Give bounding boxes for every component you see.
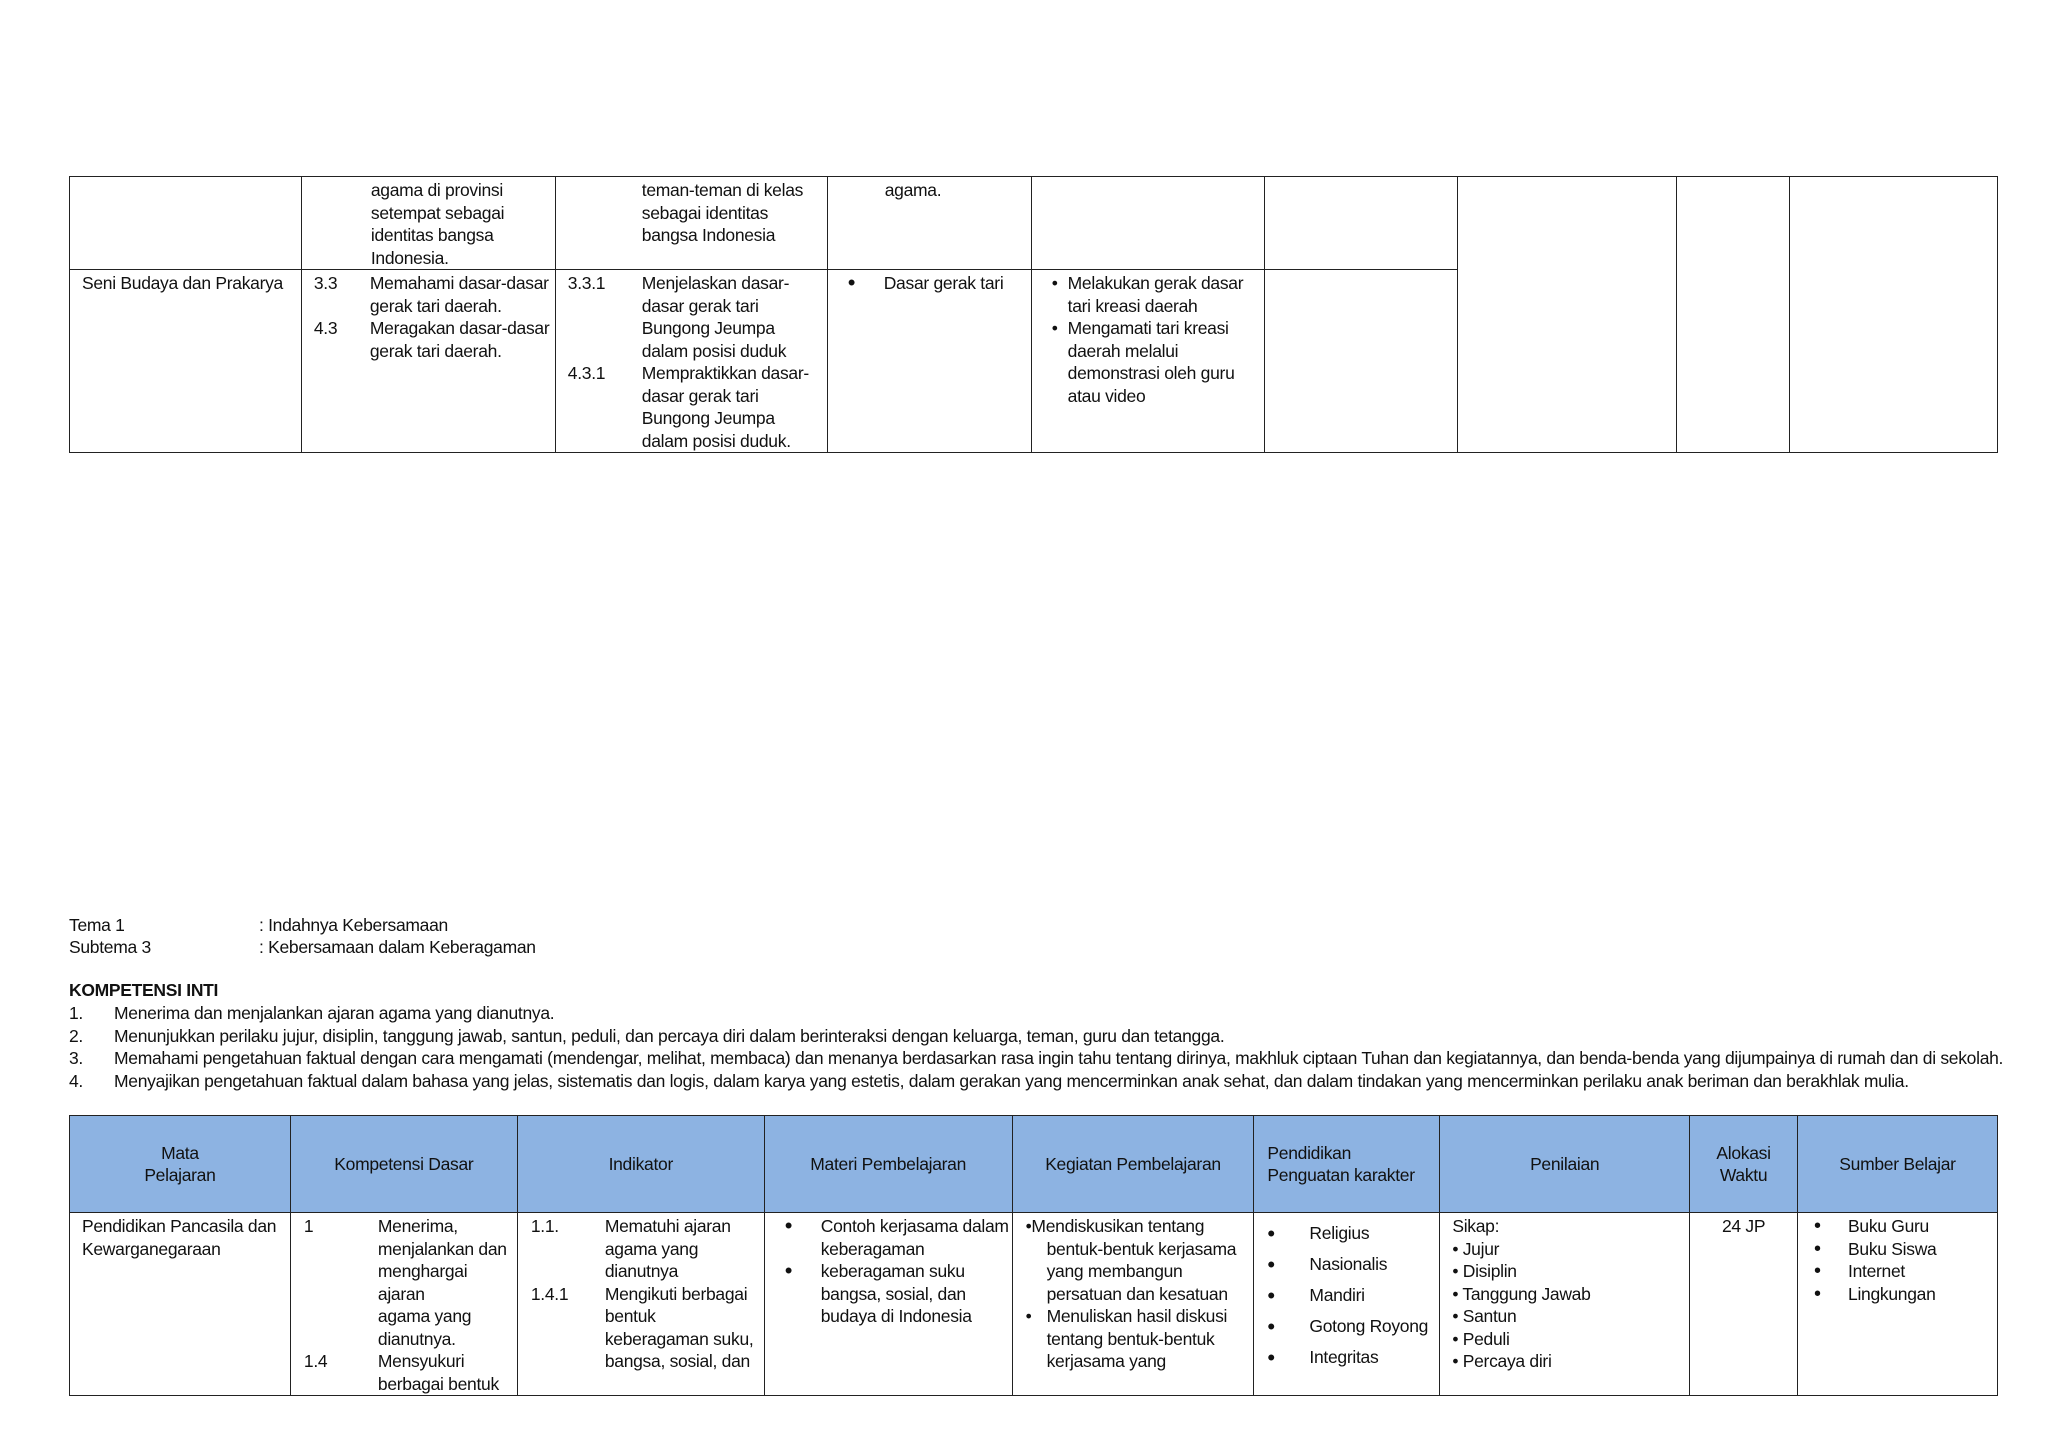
header-indikator: Indikator	[517, 1116, 764, 1213]
main-ppk	[1254, 1213, 1440, 1396]
ppk-item: • Gotong Royong	[1267, 1314, 1429, 1339]
ki-item: 4. Menyajikan pengetahuan faktual dalam bahasa yang jelas, sistematis dan logis, dalam karya yang estetis, dalam gerakan yang mencerminkan anak sehat, dan dalam tindakan yang mencerminkan perilaku anak beriman dan berakhlak mulia.	[69, 1070, 1909, 1091]
main-table	[69, 1115, 1998, 1396]
header-sumber: Sumber Belajar	[1798, 1116, 1998, 1213]
tema-line: Tema 1 : Indahnya Kebersamaan	[69, 915, 448, 935]
sumber-item: • Internet	[1814, 1260, 1905, 1282]
sumber-item: • Buku Guru	[1814, 1215, 1929, 1237]
ppk-item: • Religius	[1267, 1221, 1370, 1246]
ki-item: 3. Memahami pengetahuan faktual dengan cara mengamati (mendengar, melihat, membaca) dan menanya berdasarkan rasa ingin tahu tentang dirinya, makhluk ciptaan Tuhan dan kegiatannya, dan benda-benda yang dijumpainya di rumah dan di sekolah.	[69, 1048, 2004, 1068]
top-penilaian	[1458, 177, 1677, 453]
sumber-item: • Buku Siswa	[1814, 1237, 1937, 1260]
ki-item: 2. Menunjukkan perilaku jujur, disiplin, tanggung jawab, santun, peduli, dan percaya diri dalam berinteraksi dengan keluarga, teman, guru dan tetangga.	[69, 1025, 1225, 1046]
main-materi: • Contoh kerjasama dalam keberagaman • keberagaman suku bangsa, sosial, dan budaya di Indonesia	[764, 1213, 1012, 1396]
main-penilaian: Sikap: • Jujur • Disiplin • Tanggung Jawab • Santun • Peduli • Percaya diri	[1440, 1213, 1690, 1396]
sumber-item: • Lingkungan	[1814, 1282, 1936, 1305]
kompetensi-inti-list	[69, 1002, 2003, 1092]
top-row1-indikator: teman-teman di kelas sebagai identitas bangsa Indonesia	[555, 177, 827, 270]
main-indikator: 1.1. Mematuhi ajaran agama yang dianutnya 1.4.1 Mengikuti berbagai bentuk keberagaman suku, bangsa, sosial, dan	[517, 1213, 764, 1396]
ppk-item: • Mandiri	[1267, 1283, 1365, 1308]
ppk-item: • Integritas	[1267, 1345, 1379, 1370]
kompetensi-inti-title: KOMPETENSI INTI	[69, 980, 219, 1000]
top-row2-kegiatan: • Melakukan gerak dasar tari kreasi daerah • Mengamati tari kreasi daerah melalui demonstrasi oleh guru atau video	[1031, 270, 1264, 453]
top-row1-subject	[70, 177, 302, 270]
top-row2-materi: • Dasar gerak tari	[827, 270, 1031, 453]
main-kegiatan: •Mendiskusikan tentang bentuk-bentuk kerjasama yang membangun persatuan dan kesatuan • Menuliskan hasil diskusi tentang bentuk-bentuk kerjasama yang	[1012, 1213, 1254, 1396]
top-row2-kd: 3.3 Memahami dasar-dasar gerak tari daerah. 4.3 Meragakan dasar-dasar gerak tari daerah.	[301, 270, 555, 453]
header-materi: Materi Pembelajaran	[764, 1116, 1012, 1213]
header-mapel: Mata Pelajaran	[70, 1116, 291, 1213]
main-subject: Pendidikan Pancasila dan Kewarganegaraan	[70, 1213, 291, 1396]
header-ppk: Pendidikan Penguatan karakter	[1254, 1116, 1440, 1213]
header-kegiatan: Kegiatan Pembelajaran	[1012, 1116, 1254, 1213]
header-alokasi: Alokasi Waktu	[1690, 1116, 1798, 1213]
top-row2-subject: Seni Budaya dan Prakarya	[70, 270, 302, 453]
top-row1-kegiatan	[1031, 177, 1264, 270]
main-alokasi: 24 JP	[1690, 1213, 1798, 1396]
header-penilaian: Penilaian	[1440, 1116, 1690, 1213]
top-row2-indikator: 3.3.1 Menjelaskan dasar- dasar gerak tari Bungong Jeumpa dalam posisi duduk 4.3.1 Mempraktikkan dasar- dasar gerak tari Bungong Jeumpa dalam posisi duduk.	[555, 270, 827, 453]
main-kd: 1 Menerima, menjalankan dan menghargai ajaran agama yang dianutnya. 1.4 Mensyukuri berbagai bentuk	[290, 1213, 517, 1396]
ki-item: 1. Menerima dan menjalankan ajaran agama yang dianutnya.	[69, 1003, 555, 1023]
top-table	[69, 176, 1998, 453]
top-row2-ppk	[1264, 270, 1458, 453]
top-row1-ppk	[1264, 177, 1458, 270]
top-sumber	[1790, 177, 1998, 453]
top-alokasi	[1677, 177, 1790, 453]
ppk-item: • Nasionalis	[1267, 1252, 1388, 1277]
header-kd: Kompetensi Dasar	[290, 1116, 517, 1213]
subtema-line: Subtema 3 : Kebersamaan dalam Keberagaman	[69, 937, 536, 957]
top-row1-materi: agama.	[827, 177, 1031, 270]
main-sumber	[1798, 1213, 1998, 1396]
top-row1-kd: agama di provinsi setempat sebagai identitas bangsa Indonesia.	[301, 177, 555, 270]
